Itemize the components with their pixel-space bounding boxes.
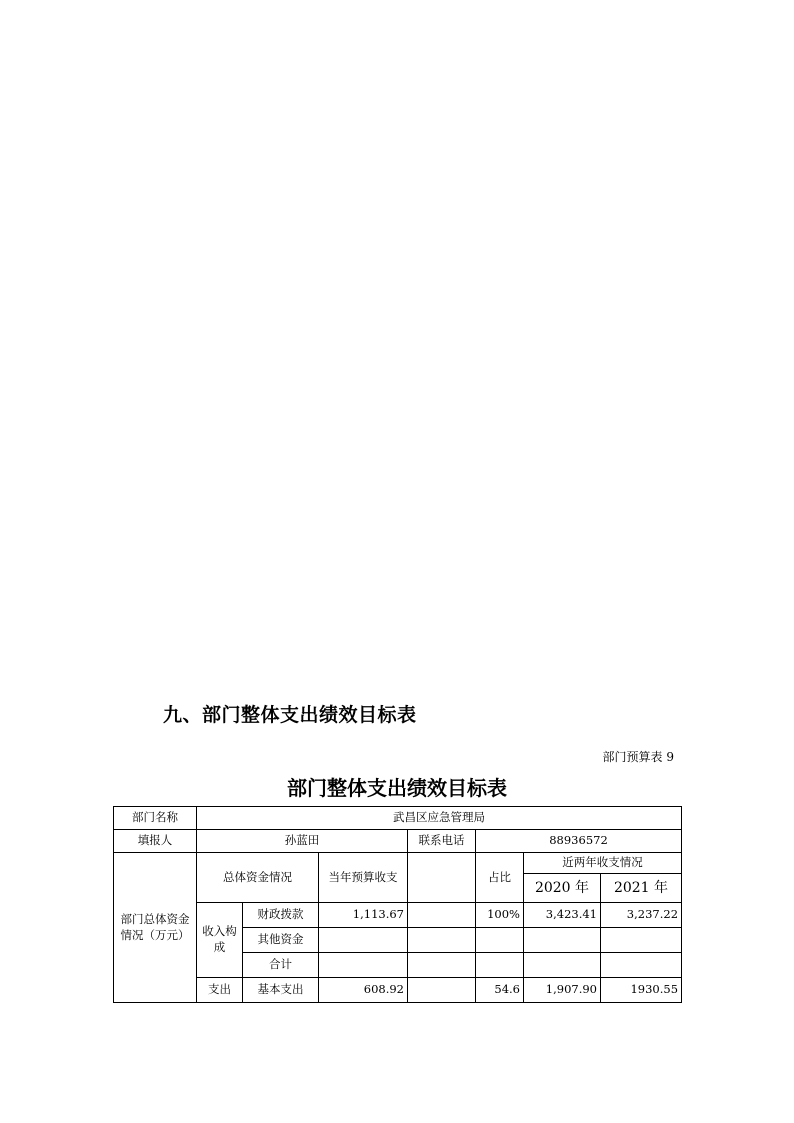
- current-budget-label: 当年预算收支: [319, 853, 408, 903]
- y2021-value: [601, 953, 682, 978]
- table-number: 部门预算表 9: [602, 750, 674, 764]
- dept-name-value: 武昌区应急管理局: [197, 807, 682, 830]
- ratio-value: 100%: [476, 903, 524, 928]
- year-2020-label: 2020 年: [524, 874, 601, 903]
- ratio-value: 54.6: [476, 978, 524, 1003]
- budget-value: 608.92: [319, 978, 408, 1003]
- y2021-value: 3,237.22: [601, 903, 682, 928]
- performance-table: [113, 806, 682, 1003]
- header-row: [114, 853, 682, 874]
- ratio-label: 占比: [476, 853, 524, 903]
- filler-label: 填报人: [114, 830, 197, 853]
- ratio-value: [476, 928, 524, 953]
- two-year-label: 近两年收支情况: [524, 853, 682, 874]
- y2020-value: 1,907.90: [524, 978, 601, 1003]
- y2020-value: 3,423.41: [524, 903, 601, 928]
- table-row: [114, 978, 682, 1003]
- table-row: [114, 903, 682, 928]
- budget-value: 1,113.67: [319, 903, 408, 928]
- y2021-value: [601, 928, 682, 953]
- phone-value: 88936572: [476, 830, 682, 853]
- budget-value: [319, 928, 408, 953]
- section-heading: 九、部门整体支出绩效目标表: [163, 704, 417, 726]
- dept-name-row: [114, 807, 682, 830]
- year-2021-label: 2021 年: [601, 874, 682, 903]
- row-label: 基本支出: [243, 978, 319, 1003]
- dept-name-label: 部门名称: [114, 807, 197, 830]
- phone-label: 联系电话: [408, 830, 476, 853]
- income-group-label: 收入构成: [197, 903, 243, 978]
- blank-value: [408, 903, 476, 928]
- blank-value: [408, 928, 476, 953]
- funds-row-label: 部门总体资金情况（万元）: [114, 853, 197, 1003]
- expense-group-label: 支出: [197, 978, 243, 1003]
- filler-row: [114, 830, 682, 853]
- y2021-value: 1930.55: [601, 978, 682, 1003]
- y2020-value: [524, 953, 601, 978]
- filler-value: 孙蓝田: [197, 830, 408, 853]
- budget-value: [319, 953, 408, 978]
- blank-header-cell: [408, 853, 476, 903]
- y2020-value: [524, 928, 601, 953]
- row-label: 其他资金: [243, 928, 319, 953]
- funds-overview-label: 总体资金情况: [197, 853, 319, 903]
- blank-value: [408, 978, 476, 1003]
- row-label: 财政拨款: [243, 903, 319, 928]
- table-title: 部门整体支出绩效目标表: [287, 776, 507, 800]
- blank-value: [408, 953, 476, 978]
- ratio-value: [476, 953, 524, 978]
- row-label: 合计: [243, 953, 319, 978]
